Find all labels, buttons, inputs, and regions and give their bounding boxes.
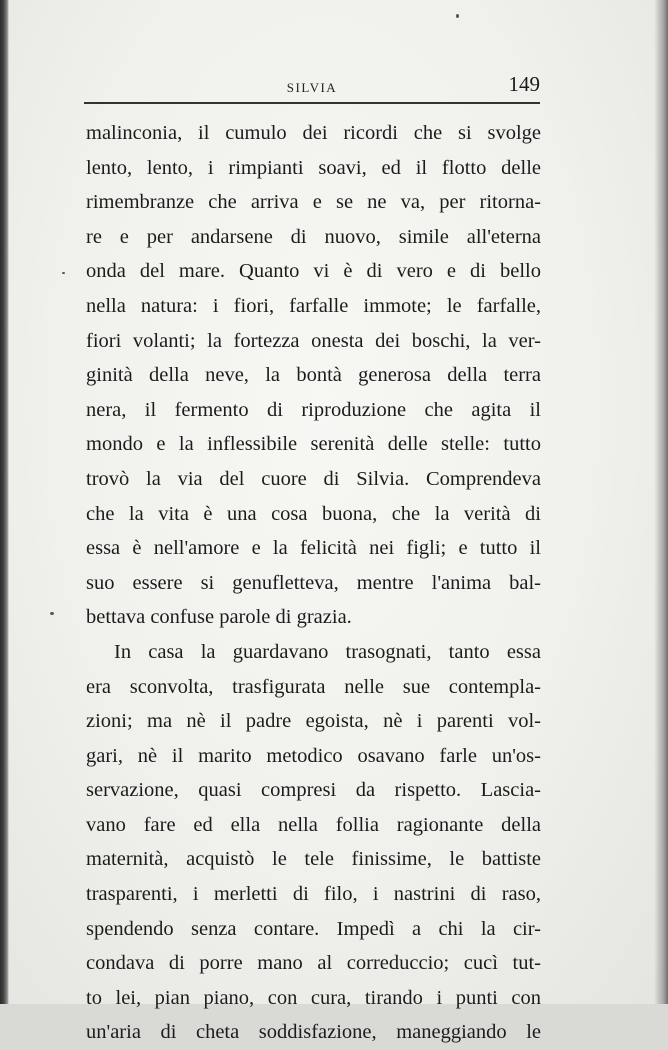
text-line: malinconia, il cumulo dei ricordi che si svolge: [86, 122, 541, 144]
text-line: servazione, quasi compresi da rispetto. Lascia-: [86, 779, 541, 802]
text-line: era sconvolta, trasfigurata nelle sue contempla-: [86, 675, 541, 698]
text-line: nera, il fermento di riproduzione che agita il: [86, 398, 541, 421]
text-line: to lei, pian piano, con cura, tirando i punti con: [86, 986, 541, 1009]
text-line: essa è nell'amore e la felicità nei figli; e tutto il: [86, 537, 541, 560]
page-number: 149: [508, 72, 540, 96]
page-header: [84, 72, 540, 100]
header-rule: [84, 102, 540, 104]
text-line: ginità della neve, la bontà generosa della terra: [86, 364, 541, 387]
text-line: In casa la guardavano trasognati, tanto essa: [114, 640, 541, 663]
text-line: trasparenti, i merletti di filo, i nastrini di raso,: [86, 883, 541, 906]
paper-speck: [50, 612, 54, 615]
text-line: trovò la via del cuore di Silvia. Comprendeva: [86, 467, 541, 490]
text-line: nella natura: i fiori, farfalle immote; le farfalle,: [86, 294, 541, 317]
text-line: rimembranze che arriva e se ne va, per ritorna-: [86, 191, 541, 214]
text-line: condava di porre mano al correduccio; cucì tut-: [86, 952, 541, 975]
text-line: onda del mare. Quanto vi è di vero e di bello: [86, 260, 541, 283]
page-edge-shadow: [654, 0, 668, 1004]
text-line: zioni; ma nè il padre egoista, nè i parenti vol-: [86, 710, 541, 733]
text-line: lento, lento, i rimpianti soavi, ed il flotto delle: [86, 156, 541, 179]
text-line: spendendo senza contare. Impedì a chi la cir-: [86, 917, 541, 940]
text-line: mondo e la inflessibile serenità delle stelle: tutto: [86, 433, 541, 456]
text-line: re e per andarsene di nuovo, simile all'eterna: [86, 225, 541, 248]
paper-speck: [456, 14, 459, 18]
text-line: maternità, acquistò le tele finissime, le battiste: [86, 848, 541, 871]
text-line: vano fare ed ella nella follia ragionante della: [86, 813, 541, 836]
text-line: che la vita è una cosa buona, che la verità di: [86, 502, 541, 525]
page-binding-shadow: [0, 0, 9, 1004]
body-text: [86, 116, 541, 1050]
text-line: gari, nè il marito metodico osavano farle un'os-: [86, 744, 541, 767]
paper-speck: [62, 272, 65, 274]
running-title: SILVIA: [286, 80, 338, 95]
text-line: suo essere si genufletteva, mentre l'anima bal-: [86, 571, 541, 594]
text-line: fiori volanti; la fortezza onesta dei boschi, la ver-: [86, 329, 541, 352]
text-line: bettava confuse parole di grazia.: [86, 606, 352, 629]
text-line: un'aria di cheta soddisfazione, maneggiando le: [86, 1021, 541, 1044]
